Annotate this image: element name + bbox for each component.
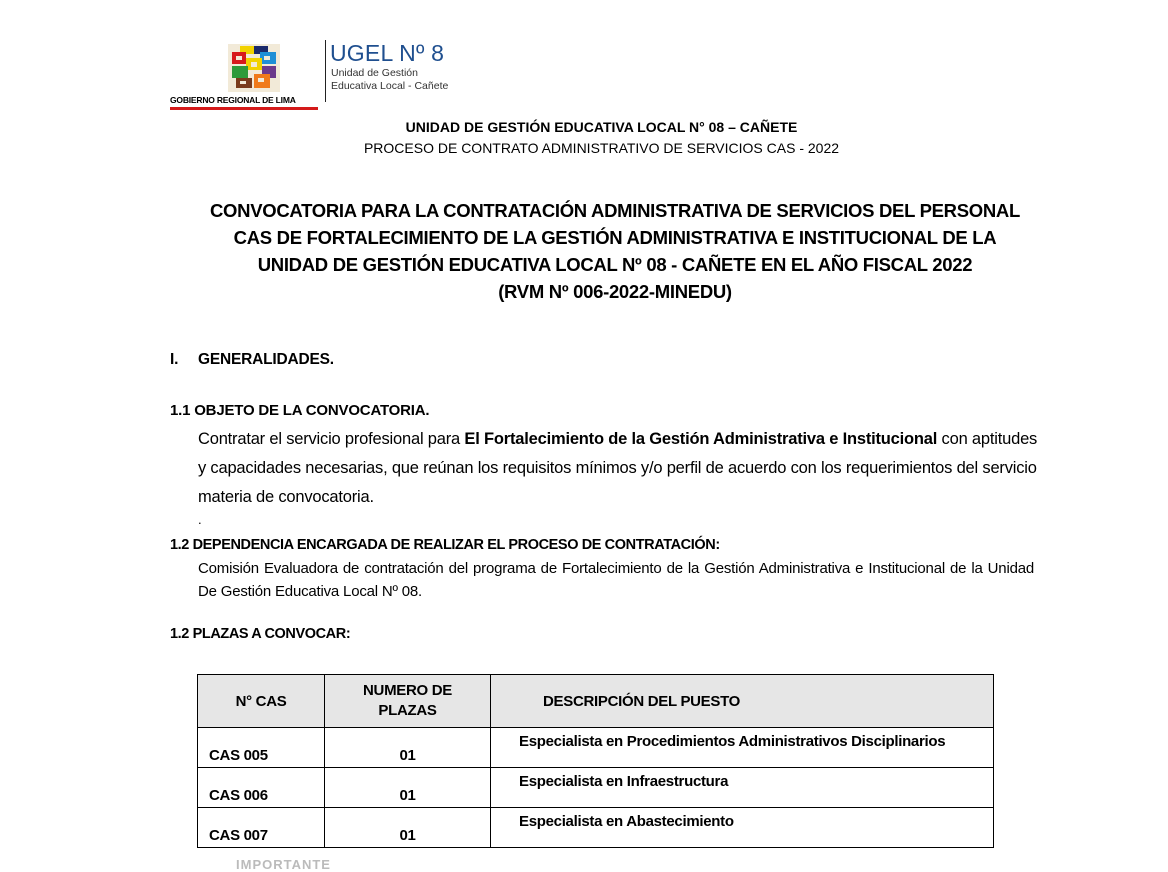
header-numero-plazas [325,675,491,728]
section-title: GENERALIDADES. [198,351,334,368]
subsection-dependencia-title: 1.2 DEPENDENCIA ENCARGADA DE REALIZAR EL PROCESO DE CONTRATACIÓN: [170,537,720,553]
objeto-text-pre: Contratar el servicio profesional para [198,430,465,448]
table-row [198,768,994,808]
objeto-text-bold: El Fortalecimiento de la Gestión Administrativa e Institucional [464,430,938,448]
document-title [190,197,1040,305]
subsection-objeto-title: 1.1 OBJETO DE LA CONVOCATORIA. [170,402,430,419]
process-heading: PROCESO DE CONTRATO ADMINISTRATIVO DE SERVICIOS CAS - 2022 [363,140,840,156]
cell-plazas: 01 [325,768,491,808]
cell-descripcion: Especialista en Abastecimiento [491,808,994,848]
dependencia-paragraph: Comisión Evaluadora de contratación del programa de Fortalecimiento de la Gestión Administrativa e Institucional de la Unidad De Gestión Educativa Local Nº 08. [198,560,1034,600]
cutoff-heading: IMPORTANTE [236,857,331,872]
header-descripcion: DESCRIPCIÓN DEL PUESTO [491,675,994,728]
table-row [198,808,994,848]
section-generalidades [170,351,334,369]
subsection-plazas-title: 1.2 PLAZAS A CONVOCAR: [170,626,351,642]
cell-cas: CAS 005 [198,728,325,768]
ugel-sub-line1: Unidad de Gestión [331,67,418,79]
table-row [198,728,994,768]
gobierno-regional-logo [228,44,280,92]
ugel-subtitle [331,67,448,93]
stray-dot: . [198,512,202,527]
gobierno-regional-emblem-icon [228,44,280,92]
cell-cas: CAS 007 [198,808,325,848]
cell-cas: CAS 006 [198,768,325,808]
title-line-3: UNIDAD DE GESTIÓN EDUCATIVA LOCAL Nº 08 - CAÑETE EN EL AÑO FISCAL 2022 [257,254,973,275]
objeto-text-post: con aptitudes y capacidades necesarias, que reúnan los requisitos mínimos y/o perfil de acuerdo con los requerimientos del servicio materia de convocatoria. [198,430,1038,506]
title-line-4: (RVM Nº 006-2022-MINEDU) [498,281,732,302]
ugel-title: UGEL Nº 8 [330,40,445,66]
cell-plazas: 01 [325,808,491,848]
cell-descripcion: Especialista en Procedimientos Administrativos Disciplinarios [491,728,994,768]
gobierno-regional-label: GOBIERNO REGIONAL DE LIMA [170,95,296,105]
plazas-table [197,674,994,848]
ugel-sub-line2: Educativa Local - Cañete [331,80,449,92]
cell-descripcion: Especialista en Infraestructura [491,768,994,808]
objeto-paragraph [198,425,1038,512]
title-line-2: CAS DE FORTALECIMIENTO DE LA GESTIÓN ADMINISTRATIVA E INSTITUCIONAL DE LA [233,227,997,248]
title-line-1: CONVOCATORIA PARA LA CONTRATACIÓN ADMINISTRATIVA DE SERVICIOS DEL PERSONAL [210,200,1020,221]
header-numero-plazas-text: NUMERO DE PLAZAS [363,682,452,719]
unit-heading: UNIDAD DE GESTIÓN EDUCATIVA LOCAL N° 08 – CAÑETE [405,119,798,135]
section-number: I. [170,351,179,368]
cell-plazas: 01 [325,728,491,768]
table-header-row [198,675,994,728]
header-n-cas: N° CAS [198,675,325,728]
red-underline [170,107,318,110]
logo-divider [325,40,326,102]
